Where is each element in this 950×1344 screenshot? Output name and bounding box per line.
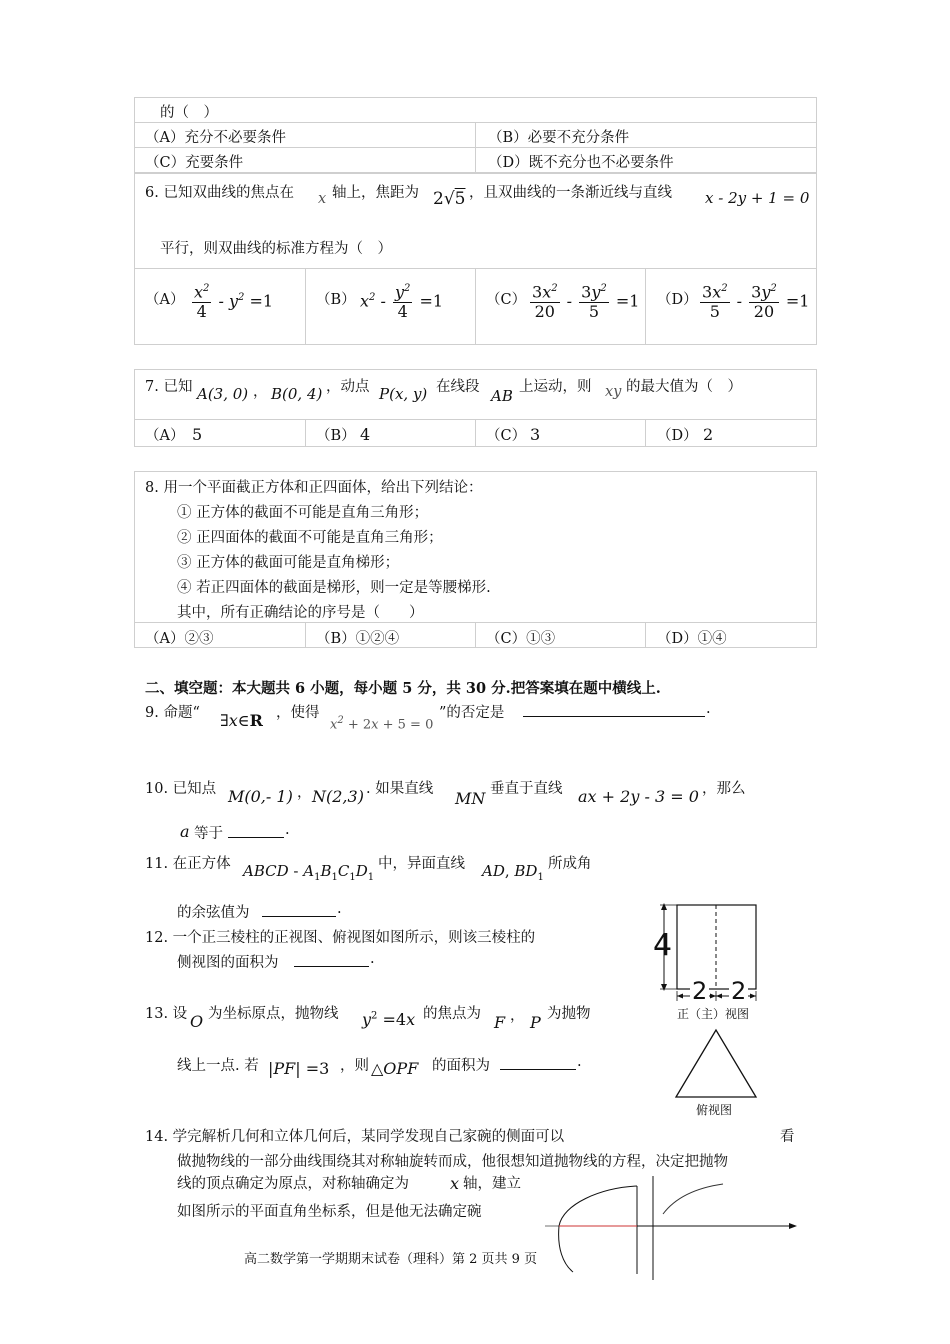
q7-text-5: 的最大值为（ ） <box>626 379 742 395</box>
q11-text-4: 的余弦值为 <box>177 905 250 921</box>
q6-option-b-label: （B） <box>316 292 356 308</box>
q6-text-2: 轴上，焦距为 <box>332 185 419 201</box>
q11-text-2: 中，异面直线 <box>378 856 465 872</box>
q9-exists: ∃x∈R <box>220 711 263 730</box>
q8-statement-3: ③ 正方体的截面可能是直角梯形； <box>177 555 400 571</box>
q8-option-d: （D）①④ <box>657 631 727 647</box>
q10-end: . <box>285 822 290 838</box>
q6-text-1: 6. 已知双曲线的焦点在 <box>145 185 294 201</box>
q11-text-3: 所成角 <box>548 856 592 872</box>
bowl-figure <box>545 1170 805 1280</box>
front-view-width-label-2: 2 <box>731 977 747 1005</box>
q7-point-b: B(0, 4) <box>271 385 323 403</box>
q10-a: a <box>180 822 190 841</box>
q11-end: . <box>337 901 342 917</box>
front-view-caption: 正（主）视图 <box>677 1007 750 1021</box>
q11-answer-blank[interactable] <box>262 902 336 917</box>
q7-option-c-value: 3 <box>530 425 541 444</box>
q6-option-d-formula: $\frac{3x^2}{5}$ - $\frac{3y^2}{20}$ =1 <box>702 282 810 321</box>
q10-text-2: . 如果直线 <box>366 781 434 797</box>
q6-text-4: 平行，则双曲线的标准方程为（ ） <box>160 241 392 257</box>
q13-focus-f: F <box>494 1013 506 1032</box>
q9-end: . <box>706 701 711 717</box>
q13-text-3: 的焦点为 <box>423 1006 481 1022</box>
q14-x: x <box>450 1174 460 1193</box>
q14-text-4: 如图所示的平面直角坐标系，但是他无法确定碗 <box>177 1204 482 1220</box>
q6-axis-x: x <box>318 191 327 207</box>
q6-option-d-label: （D） <box>657 292 698 308</box>
q13-answer-blank[interactable] <box>500 1055 576 1070</box>
q13-text-6: 线上一点. 若 <box>177 1058 259 1074</box>
q7-option-d-label: （D） <box>657 428 698 444</box>
q9-text-3: ”的否定是 <box>439 705 505 721</box>
bowl-outline <box>559 1186 637 1272</box>
q13-text-2: 为坐标原点，抛物线 <box>208 1006 339 1022</box>
q12-end: . <box>370 951 375 967</box>
q8-statement-4: ④ 若正四面体的截面是梯形，则一定是等腰梯形. <box>177 580 491 596</box>
q8-option-a: （A）②③ <box>145 631 214 647</box>
page-footer: 高二数学第一学期期末试卷（理科）第 2 页共 9 页 <box>244 1252 538 1267</box>
q8-option-c: （C）①③ <box>486 631 556 647</box>
top-view-triangle <box>676 1030 756 1097</box>
q7-sep: ， <box>253 384 268 400</box>
q7-point-p: P(x, y) <box>379 385 428 403</box>
q14-text-1: 14. 学完解析几何和立体几何后，某同学发现自己家碗的侧面可以 <box>145 1129 565 1145</box>
q6-option-a-formula: $\frac{x^2}{4}$ - $y^2 =1$ <box>194 282 274 321</box>
q5-stem-tail: 的（ ） <box>160 105 218 121</box>
q6-line-equation: x - 2y + 1 = 0 <box>705 189 810 207</box>
q8-statement-2: ② 正四面体的截面不可能是直角三角形； <box>177 530 443 546</box>
q7-point-a: A(3, 0) <box>197 385 249 403</box>
q7-text-3: 在线段 <box>436 379 480 395</box>
q5-option-b: （B）必要不充分条件 <box>488 130 630 146</box>
q7-option-a-value: 5 <box>192 425 203 444</box>
q13-text-8: 的面积为 <box>432 1058 490 1074</box>
q11-lines: AD, $BD_1$ <box>482 862 544 883</box>
q14-text-2: 做抛物线的一部分曲线围绕其对称轴旋转而成，他很想知道抛物线的方程，决定把抛物 <box>177 1154 728 1170</box>
q13-origin-o: O <box>190 1012 204 1031</box>
q7-option-a-label: （A） <box>145 428 185 444</box>
q5-option-c: （C）充要条件 <box>145 155 244 171</box>
q7-segment-ab: AB <box>491 387 513 405</box>
q8-option-b: （B）①②④ <box>316 631 400 647</box>
q13-parabola: $y^2 =4x$ <box>362 1010 416 1029</box>
q6-option-c-label: （C） <box>486 292 527 308</box>
parabola-curve <box>663 1184 723 1214</box>
q9-equation: $x^2 + 2x + 5 = 0$ <box>330 715 434 733</box>
section-2-heading: 二、填空题：本大题共 6 小题，每小题 5 分，共 30 分.把答案填在题中横线上. <box>145 680 661 697</box>
q7-option-c-label: （C） <box>486 428 527 444</box>
q10-text-5: 等于 <box>194 826 223 842</box>
q13-text-1: 13. 设 <box>145 1006 188 1022</box>
q13-text-4: ， <box>510 1008 525 1024</box>
q7-text-4: 上运动，则 <box>519 379 592 395</box>
front-view-width-label-1: 2 <box>692 977 708 1005</box>
q10-answer-blank[interactable] <box>228 823 284 838</box>
q10-line-equation: ax + 2y - 3 = 0 <box>578 787 699 806</box>
q6-focal-length: 2√5 <box>433 189 466 209</box>
q14-text-1b: 看 <box>780 1129 795 1145</box>
q6-text-3: ，且双曲线的一条渐近线与直线 <box>469 185 672 201</box>
q13-pf: |PF| =3 <box>268 1059 330 1078</box>
q11-cube: ABCD - $A_1B_1C_1D_1$ <box>243 862 375 883</box>
q8-ask: 其中，所有正确结论的序号是（ ） <box>177 605 424 621</box>
q10-text-1: 10. 已知点 <box>145 781 217 797</box>
q10-line-mn: MN <box>455 789 486 808</box>
q9-text-2: ，使得 <box>276 705 320 721</box>
q13-end: . <box>577 1054 582 1070</box>
q13-triangle: △OPF <box>371 1059 419 1078</box>
q13-text-7: ，则 <box>340 1058 369 1074</box>
q6-option-a-label: （A） <box>145 292 185 308</box>
q9-text-1: 9. 命题“ <box>145 705 200 721</box>
q5-option-a: （A）充分不必要条件 <box>145 130 286 146</box>
q10-point-m: M(0,- 1) <box>228 787 293 806</box>
q7-xy: xy <box>605 384 622 400</box>
q12-text-2: 侧视图的面积为 <box>177 955 279 971</box>
q6-option-c-formula: $\frac{3x^2}{20}$ - $\frac{3y^2}{5}$ =1 <box>532 282 640 321</box>
q10-text-3: 垂直于直线 <box>490 781 563 797</box>
q7-option-b-label: （B） <box>316 428 356 444</box>
q10-point-n: N(2,3) <box>312 787 364 806</box>
q5-option-d: （D）既不充分也不必要条件 <box>488 155 674 171</box>
q14-text-3b: 轴，建立 <box>463 1176 521 1192</box>
q10-text-4: ，那么 <box>702 781 746 797</box>
q10-sep: ， <box>297 785 312 801</box>
q12-answer-blank[interactable] <box>294 952 369 967</box>
q7-option-d-value: 2 <box>703 425 714 444</box>
top-view-caption: 俯视图 <box>696 1103 733 1117</box>
q9-answer-blank[interactable] <box>523 702 705 717</box>
q13-point-p: P <box>530 1013 541 1032</box>
q8-statement-1: ① 正方体的截面不可能是直角三角形； <box>177 505 429 521</box>
q11-text-1: 11. 在正方体 <box>145 856 231 872</box>
q8-stem: 8. 用一个平面截正方体和正四面体，给出下列结论： <box>145 480 483 496</box>
q7-option-b-value: 4 <box>360 425 371 444</box>
q6-option-b-formula: $x^2$ - $\frac{y^2}{4}$ =1 <box>360 282 444 321</box>
q12-text-1: 12. 一个正三棱柱的正视图、俯视图如图所示，则该三棱柱的 <box>145 930 536 946</box>
q7-text-1: 7. 已知 <box>145 379 193 395</box>
q14-text-3a: 线的顶点确定为原点，对称轴确定为 <box>177 1176 409 1192</box>
front-view-height-label: 4 <box>653 928 673 963</box>
q7-text-2: ，动点 <box>326 379 370 395</box>
q13-text-5: 为抛物 <box>547 1006 591 1022</box>
